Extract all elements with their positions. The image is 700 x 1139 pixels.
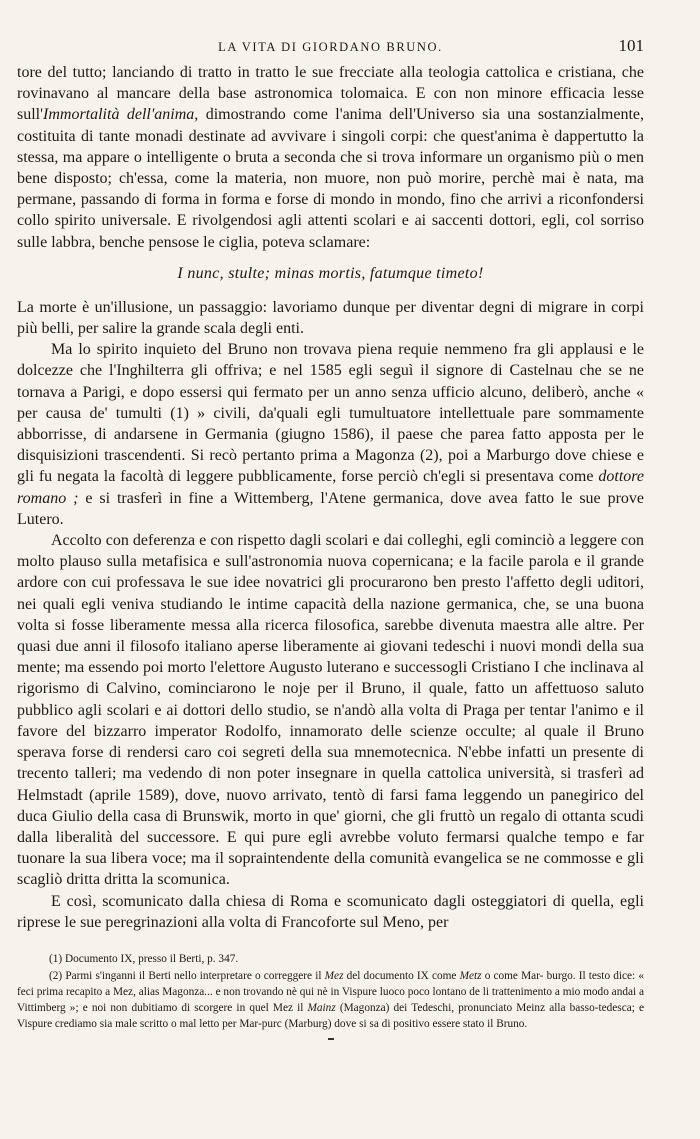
dottore-romano-italic: dottore romano ; — [17, 468, 644, 507]
paragraph-3-part-b: e si trasferì in fine a Wittemberg, l'Atene germanica, dove avea fatto le sue prove Lutero. — [17, 489, 645, 528]
paragraph-1-part-a: tore del tutto; lanciando di tratto in tratto le sue frecciate alla teologia cattolica e cristiana, che rovinavano al mancare della base astronomica tolomaica. E con non minore efficacia lesse sull' — [17, 64, 644, 124]
page-number: 101 — [618, 36, 644, 55]
page-header — [17, 36, 644, 62]
footnote-2-part-a: (2) Parmi s'inganni il Berti nello interpretare o correggere il — [49, 969, 325, 982]
latin-verse: I nunc, stulte; minas mortis, fatumque timeto! — [177, 264, 484, 282]
end-rule — [328, 1038, 334, 1040]
footnote-2 — [17, 968, 644, 1032]
footnote-2-part-c: o come Mar- burgo. Il testo dice: « feci prima recapito a Mez, alias Magonza... e non trovando nè qui nè in Vispure luoco poco lontano de li trattenimento a mio modo andai a Vittimberg »; e noi non dubitiamo di scorgere in quel Mez il — [17, 969, 644, 1014]
footnote-2-part-d: (Magonza) dei Tedeschi, pronunciato Meinz alla basso-tedesca; e Vispure crediamo sia male scritto o mal letto per Mar-purc (Marburg) dove si sa di positivo essere stato il Bruno. — [17, 1001, 644, 1030]
footnote-2-mainz: Mainz — [307, 1001, 336, 1014]
footnote-2-part-b: del documento IX come — [343, 969, 460, 982]
paragraph-2: La morte è un'illusione, un passaggio: lavoriamo dunque per diventar degni di migrare in corpi più belli, per salire la grande scala degli enti. — [17, 298, 644, 338]
paragraph-1 — [17, 62, 644, 253]
paragraph-3 — [17, 339, 644, 530]
running-title: LA VITA DI GIORDANO BRUNO. — [218, 40, 443, 54]
paragraph-1-part-b: , dimostrando come l'anima dell'Universo sia una sostanzialmente, costituita di tante monadi destinate ad avvivare i singoli corpi: che quest'anima è dappertutto la stessa, ma appare o intelligente o bruta a seconda che si trova informare un organismo più o men bene disposto; ch'essa, come la materia, non muore, non può morire, perchè mai è nata, ma permane, passando di forma in forma e forse di mondo in mondo, fino che arrivi a riconfondersi collo spirito universale. E rivolgendosi agli attenti scolari e ai saccenti dottori, egli, col sorriso sulle labbra, benche pensose le ciglia, poteva sclamare: — [17, 106, 645, 251]
footnote-2-metz: Metz — [459, 969, 482, 982]
paragraph-4: Accolto con deferenza e con rispetto dagli scolari e dai colleghi, egli cominciò a leggere con molto plauso sulla metafisica e sull'astronomia nuova copernicana; e la facile parola e il grande ardore con cui professava le sue idee novatrici gli procurarono ben presto l'affetto degli uditori, nei quali egli veniva studiando le intime capacità della nazione germanica, che, se una buona volta si fosse liberamente messa alla ricerca filosofica, sarebbe divenuta maestra alle altre. Per quasi due anni il filosofo italiano aperse liberamente ai giovani tedeschi i nuovi mondi della sua mente; ma essendo poi morto l'elettore Augusto luterano e successogli Cristiano I che inclinava al rigorismo di Calvino, cominciarono le noje per il Bruno, il quale, fatto un affettuoso saluto pubblico agli scolari e ai dottori dello studio, se n'andò alla volta di Praga per tentar l'animo e il favore del bizzarro imperator Rodolfo, innamorato delle scienze occulte; al quale il Bruno sperava forse di rendersi caro coi segreti della sua mnemotecnica. N'ebbe infatti un presente di trecento talleri; ma vedendo di non poter insegnare in quella cattolica università, si trasferì ad Helmstadt (aprile 1589), dove, nuovo arrivato, tentò di farsi fama leggendo un panegirico del duca Giulio della casa di Brunswik, morto in que' giorni, che gli fruttò un regalo di ottanta scudi dalla liberalità del successore. E qui pure egli avrebbe voluto fermarsi qualche tempo e far tuonare la sua libera voce; ma il sopraintendente della comunità evangelica se ne commosse e gli scagliò dritta dritta la scomunica. — [17, 532, 644, 889]
work-title-immortalita: Immortalità dell'anima — [43, 106, 195, 124]
main-text — [17, 62, 644, 933]
paragraph-5: E così, scomunicato dalla chiesa di Roma e scomunicato dagli osteggiatori di quella, egli riprese le sue peregrinazioni alla volta di Francoforte sul Meno, per — [17, 892, 644, 931]
footnotes — [17, 951, 644, 1040]
paragraph-3-part-a: Ma lo spirito inquieto del Bruno non trovava piena requie nemmeno fra gli applausi e le dolcezze che l'Inghilterra gli offriva; e nel 1585 egli seguì il signore di Castelnau che se ne tornava a Parigi, e dopo essersi qui fermato per un anno senza ufficio alcuno, deliberò, anche « per causa de' tumulti (1) » civili, da'quali egli tumultuatore intellettuale pare sommamente abborrisse, di andarsene in Germania (giugno 1586), il paese che parea fatto apposta per le disquisizioni trascendenti. Si recò pertanto prima a Magonza (2), poi a Marburgo dove chiese e gli fu negata la facoltà di leggere pubblicamente, forse perciò ch'egli si presentava come — [17, 341, 644, 486]
footnote-2-mez: Mez — [324, 969, 344, 982]
footnote-1: (1) Documento IX, presso il Berti, p. 347. — [49, 952, 239, 965]
